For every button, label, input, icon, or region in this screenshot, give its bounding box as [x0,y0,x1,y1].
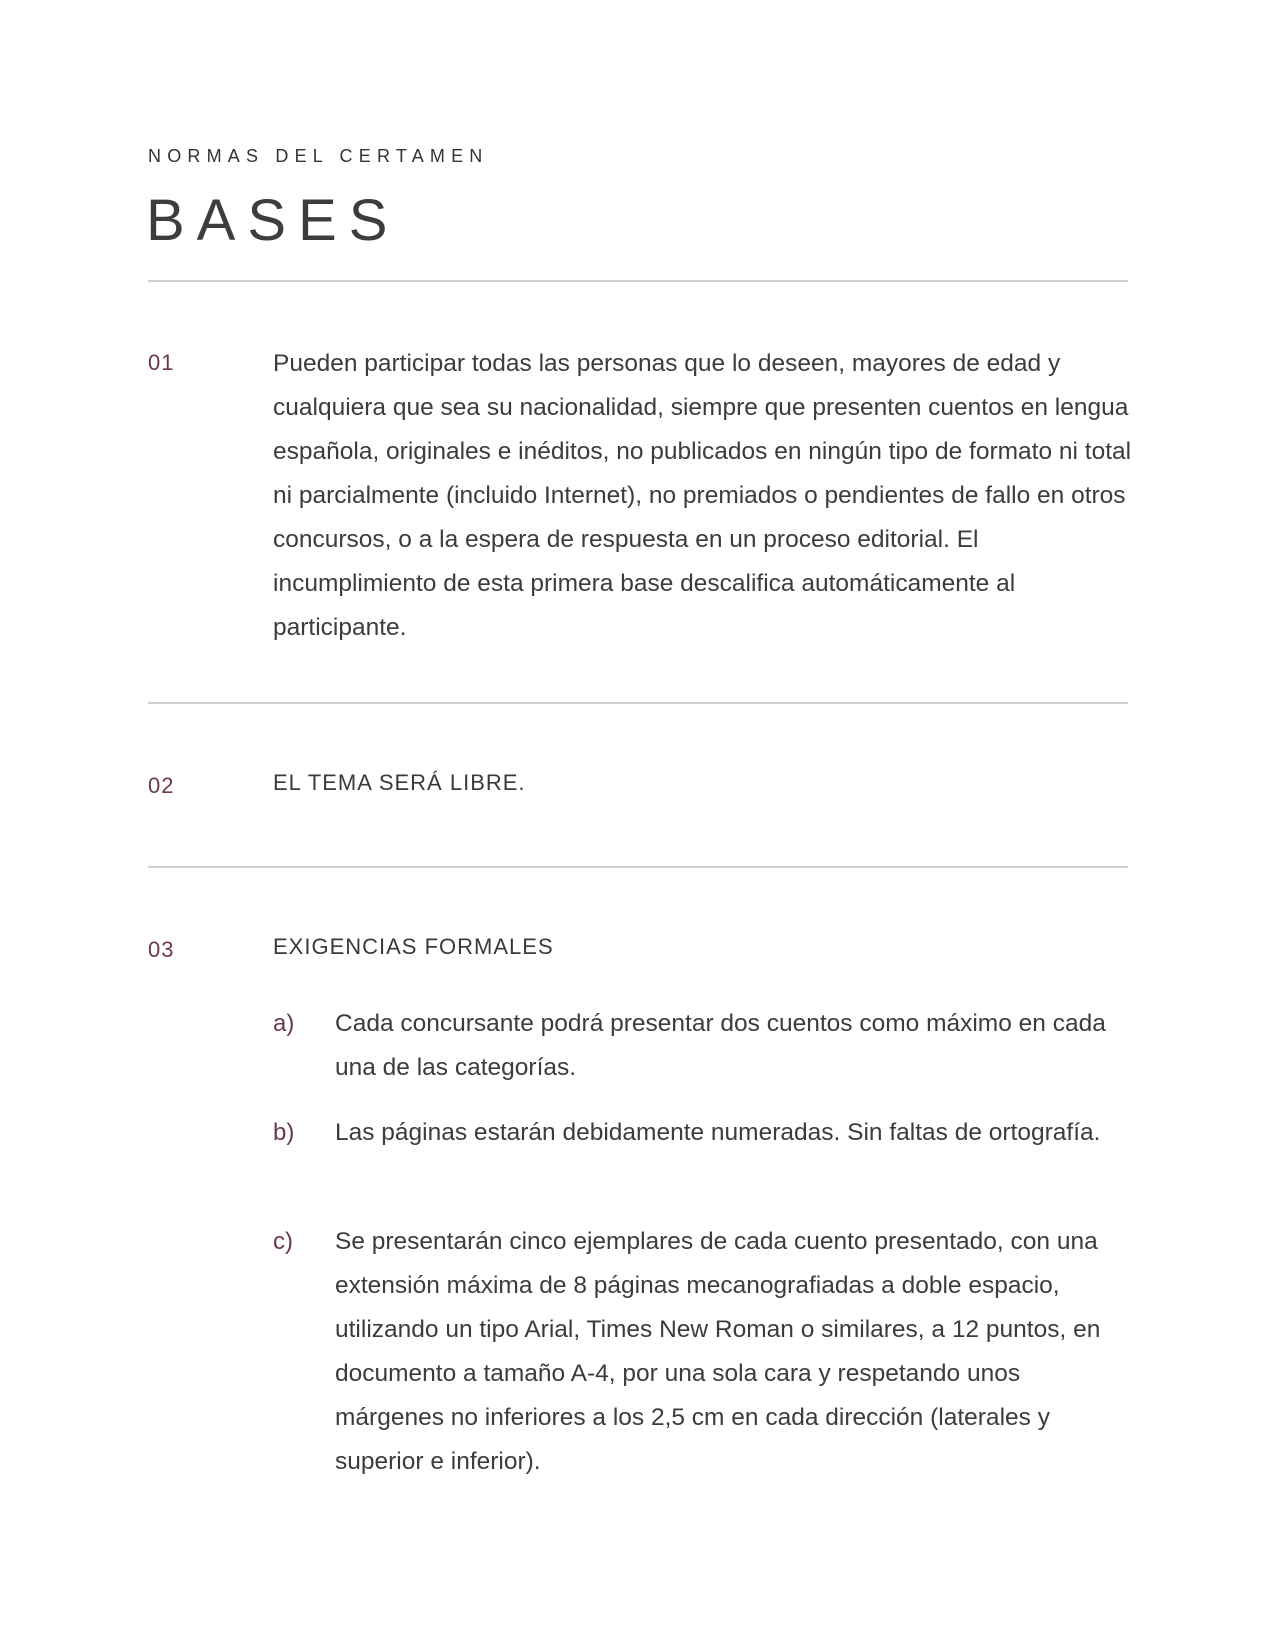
section-number: 02 [148,773,175,798]
list-item-text: Las páginas estarán debidamente numeradas. Sin faltas de ortografía. [335,1119,1101,1146]
list-item-marker: c) [273,1228,293,1255]
list-item-text: Cada concursante podrá presentar dos cuentos como máximo en cada una de las categorías. [335,1010,1106,1081]
list-item-text: Se presentarán cinco ejemplares de cada cuento presentado, con una extensión máxima de 8 páginas mecanografiadas a doble espacio, utilizando un tipo Arial, Times New Roman o similares, a 12 puntos, en documento a tamaño A-4, por una sola cara y respetando unos márgenes no inferiores a los 2,5 cm en cada dirección (laterales y superior e inferior). [335,1228,1101,1475]
divider [148,702,1128,704]
divider [148,866,1128,868]
section-kicker: NORMAS DEL CERTAMEN [148,146,489,166]
list-item-marker: b) [273,1119,295,1146]
section-heading: EL TEMA SERÁ LIBRE. [273,770,526,795]
page-title: BASES [146,188,400,253]
section-number: 03 [148,937,175,962]
list-item-marker: a) [273,1010,295,1037]
section-number: 01 [148,350,175,375]
section-text: Pueden participar todas las personas que lo deseen, mayores de edad y cualquiera que sea su nacionalidad, siempre que presenten cuentos en lengua española, originales e inéditos, no publicados en ningún tipo de formato ni total ni parcialmente (incluido Internet), no premiados o pendientes de fallo en otros concursos, o a la espera de respuesta en un proceso editorial. El incumplimiento de esta primera base descalifica automáticamente al participante. [273,350,1132,641]
divider [148,280,1128,282]
section-heading: EXIGENCIAS FORMALES [273,934,554,959]
